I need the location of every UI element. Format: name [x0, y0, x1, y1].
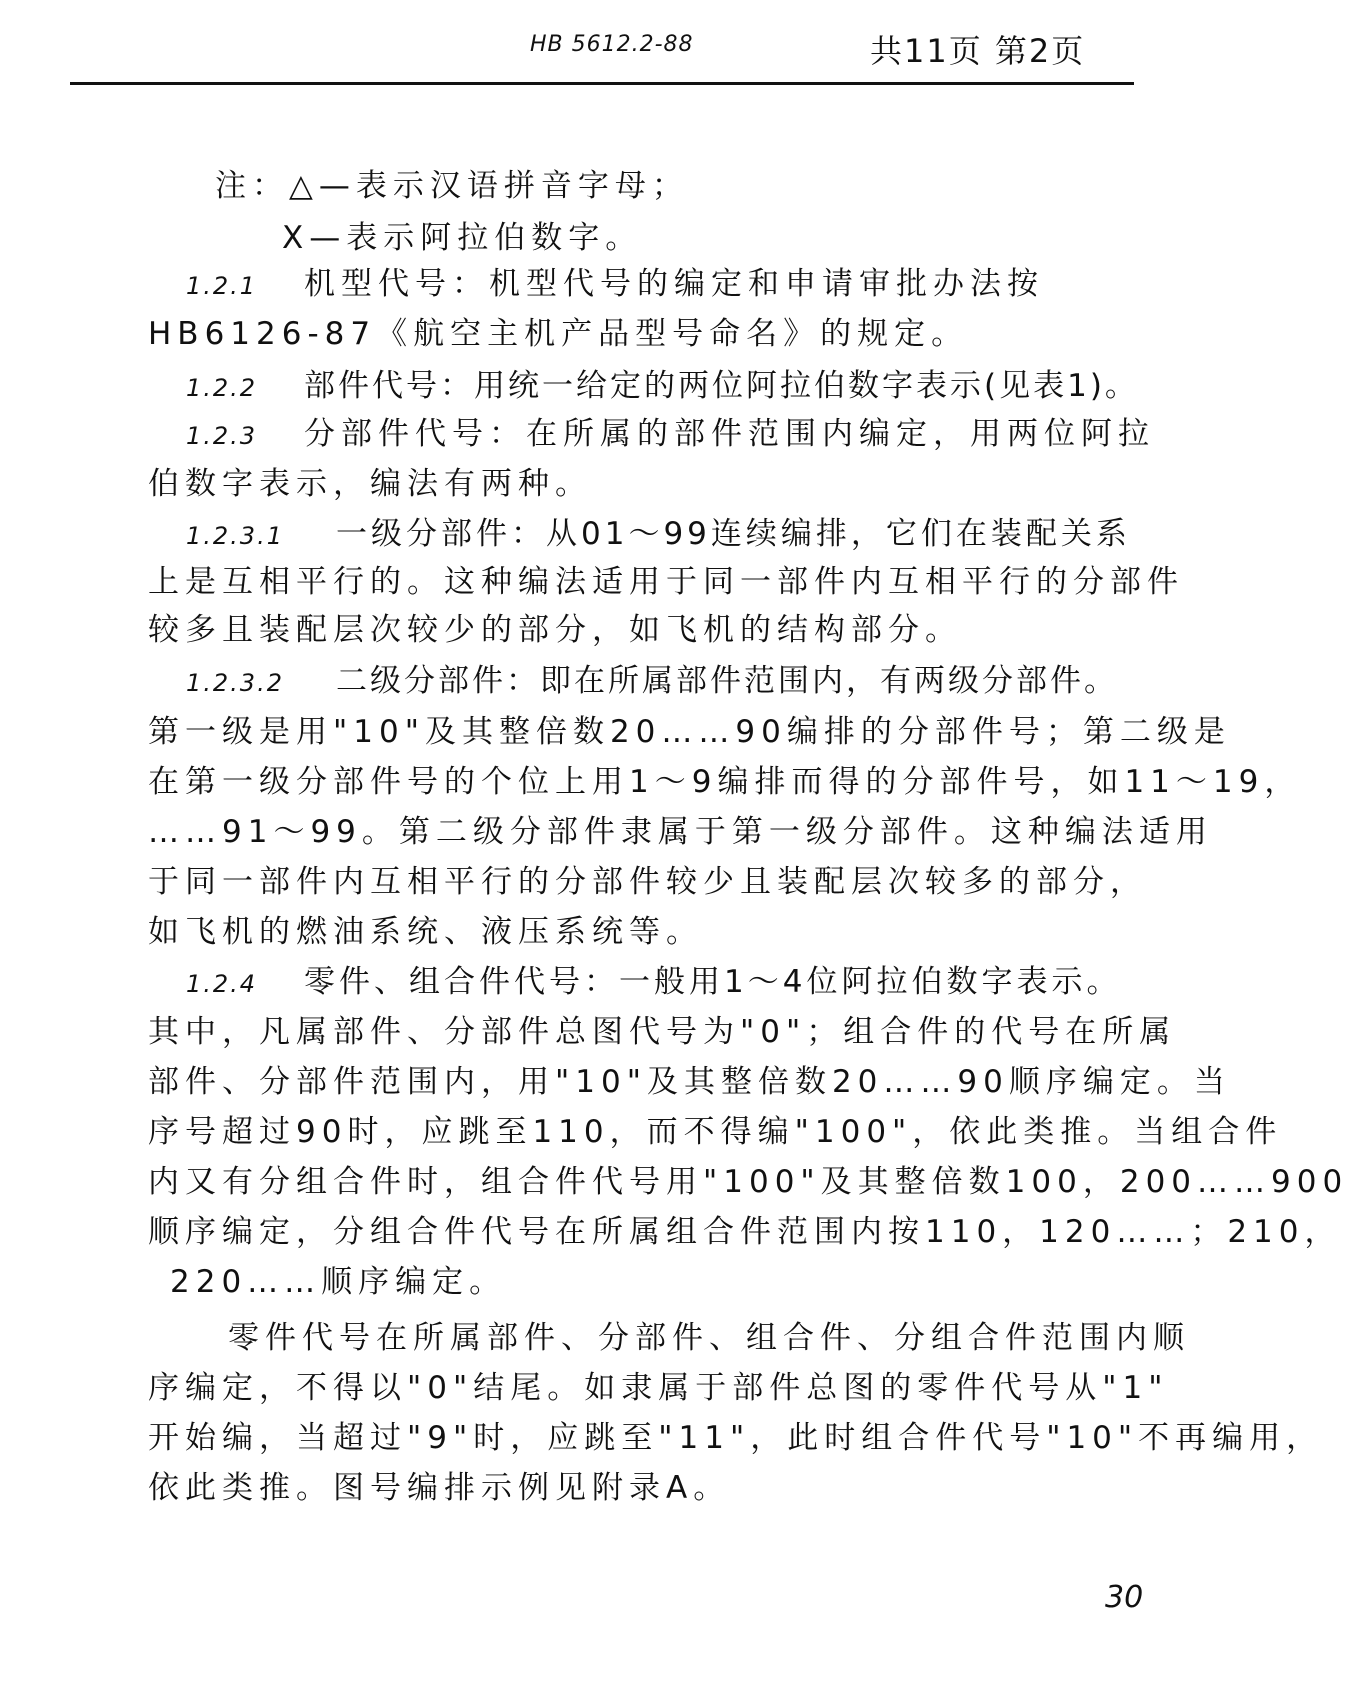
clause-1-2-4-cont-5: 顺序编定，分组合件代号在所属组合件范围内按110，120……；210，: [148, 1214, 1342, 1250]
paragraph-2-line-3: 开始编，当超过"9"时，应跳至"11"，此时组合件代号"10"不再编用，: [148, 1420, 1324, 1456]
clause-number: 1.2.3: [186, 422, 258, 450]
note-line-1: 注：△—表示汉语拼音字母；: [215, 168, 689, 204]
standard-number: HB 5612.2-88: [530, 32, 694, 57]
clause-1-2-4-cont-6: 220……顺序编定。: [170, 1264, 507, 1300]
clause-1-2-3: [186, 408, 1155, 453]
paragraph-2-line-1: 零件代号在所属部件、分部件、组合件、分组合件范围内顺: [228, 1320, 1190, 1356]
clause-1-2-3-cont: 伯数字表示，编法有两种。: [148, 466, 592, 502]
clause-1-2-3-1: [186, 508, 1131, 553]
clause-number: 1.2.3.1: [186, 522, 284, 550]
page-number: 30: [1105, 1580, 1144, 1615]
clause-1-2-4-cont-1: 其中，凡属部件、分部件总图代号为"0"；组合件的代号在所属: [148, 1014, 1177, 1050]
clause-text: 分部件代号：在所属的部件范围内编定，用两位阿拉: [304, 416, 1155, 452]
header-rule: [70, 82, 1134, 85]
clause-1-2-1-cont: HB6126-87《航空主机产品型号命名》的规定。: [148, 316, 969, 352]
clause-text: 部件代号：用统一给定的两位阿拉伯数字表示(见表1)。: [304, 368, 1139, 404]
clause-1-2-3-1-cont-1: 上是互相平行的。这种编法适用于同一部件内互相平行的分部件: [148, 564, 1184, 600]
clause-1-2-4-cont-2: 部件、分部件范围内，用"10"及其整倍数20……90顺序编定。当: [148, 1064, 1231, 1100]
clause-1-2-1: [186, 258, 1044, 303]
clause-number: 1.2.2: [186, 374, 258, 402]
clause-1-2-3-2: [186, 655, 1118, 700]
clause-1-2-4: [186, 956, 1121, 1001]
paragraph-2-line-2: 序编定，不得以"0"结尾。如隶属于部件总图的零件代号从"1": [148, 1370, 1169, 1406]
clause-text: 机型代号：机型代号的编定和申请审批办法按: [304, 266, 1044, 302]
clause-text: 零件、组合件代号：一般用1～4位阿拉伯数字表示。: [304, 964, 1122, 1000]
clause-1-2-4-cont-3: 序号超过90时，应跳至110，而不得编"100"，依此类推。当组合件: [148, 1114, 1283, 1150]
clause-number: 1.2.3.2: [186, 669, 284, 697]
clause-1-2-3-2-cont-2: 在第一级分部件号的个位上用1～9编排而得的分部件号，如11～19，: [148, 764, 1302, 800]
clause-text: 二级分部件：即在所属部件范围内，有两级分部件。: [336, 663, 1118, 699]
clause-1-2-3-2-cont-4: 于同一部件内互相平行的分部件较少且装配层次较多的部分，: [148, 864, 1147, 900]
clause-1-2-3-2-cont-1: 第一级是用"10"及其整倍数20……90编排的分部件号；第二级是: [148, 714, 1231, 750]
clause-1-2-3-2-cont-3: ……91～99。第二级分部件隶属于第一级分部件。这种编法适用: [148, 814, 1213, 850]
note-line-2: X—表示阿拉伯数字。: [282, 220, 643, 256]
clause-1-2-3-2-cont-5: 如飞机的燃油系统、液压系统等。: [148, 914, 703, 950]
clause-text: 一级分部件：从01～99连续编排，它们在装配关系: [336, 516, 1131, 552]
clause-1-2-4-cont-4: 内又有分组合件时，组合件代号用"100"及其整倍数100，200……900: [148, 1164, 1348, 1200]
clause-1-2-2: [186, 360, 1139, 405]
clause-1-2-3-1-cont-2: 较多且装配层次较少的部分，如飞机的结构部分。: [148, 612, 962, 648]
clause-number: 1.2.1: [186, 272, 258, 300]
clause-number: 1.2.4: [186, 970, 258, 998]
page-info: 共11页 第2页: [870, 32, 1086, 70]
paragraph-2-line-4: 依此类推。图号编排示例见附录A。: [148, 1470, 731, 1506]
